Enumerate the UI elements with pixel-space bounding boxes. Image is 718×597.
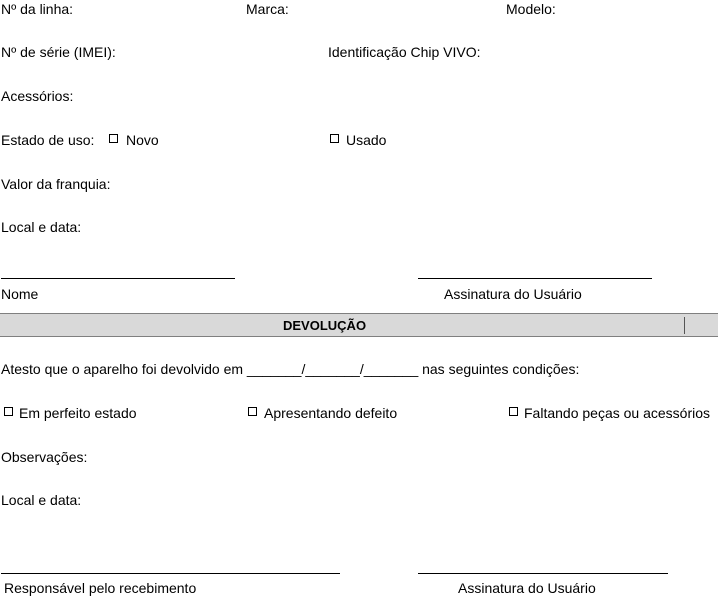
receiver-caption: Responsável pelo recebimento <box>4 580 197 596</box>
condition-used-checkbox[interactable] <box>330 134 339 143</box>
place-date-label: Local e data: <box>1 219 82 235</box>
return-section-title: DEVOLUÇÃO <box>283 318 367 333</box>
condition-label: Estado de uso: <box>1 132 95 148</box>
missing-parts-checkbox[interactable] <box>509 407 518 416</box>
observations-label: Observações: <box>1 449 88 465</box>
franchise-label: Valor da franquia: <box>1 176 111 192</box>
attest-text: Atesto que o aparelho foi devolvido em _______/_______/_______ nas seguintes condições: <box>1 361 580 377</box>
name-caption: Nome <box>1 286 39 302</box>
missing-parts-label: Faltando peças ou acessórios <box>524 405 710 421</box>
accessories-label: Acessórios: <box>1 88 74 104</box>
defect-label: Apresentando defeito <box>264 405 398 421</box>
chip-label: Identificação Chip VIVO: <box>328 44 481 60</box>
brand-label: Marca: <box>246 1 289 17</box>
condition-used-label: Usado <box>346 132 387 148</box>
return-place-date-label: Local e data: <box>1 492 82 508</box>
line-number-label: Nº da linha: <box>1 1 74 17</box>
perfect-state-checkbox[interactable] <box>4 407 13 416</box>
condition-new-label: Novo <box>126 132 159 148</box>
condition-new-checkbox[interactable] <box>109 134 118 143</box>
user-signature-caption: Assinatura do Usuário <box>444 286 582 302</box>
return-user-signature-line <box>418 573 668 574</box>
return-section-header <box>0 313 718 337</box>
header-cell-divider <box>684 317 685 334</box>
perfect-state-label: Em perfeito estado <box>19 405 137 421</box>
return-user-signature-caption: Assinatura do Usuário <box>458 580 596 596</box>
user-signature-line <box>418 278 652 279</box>
name-signature-line <box>1 278 235 279</box>
model-label: Modelo: <box>506 1 556 17</box>
defect-checkbox[interactable] <box>248 407 257 416</box>
receiver-signature-line <box>1 573 340 574</box>
serial-label: Nº de série (IMEI): <box>1 44 116 60</box>
